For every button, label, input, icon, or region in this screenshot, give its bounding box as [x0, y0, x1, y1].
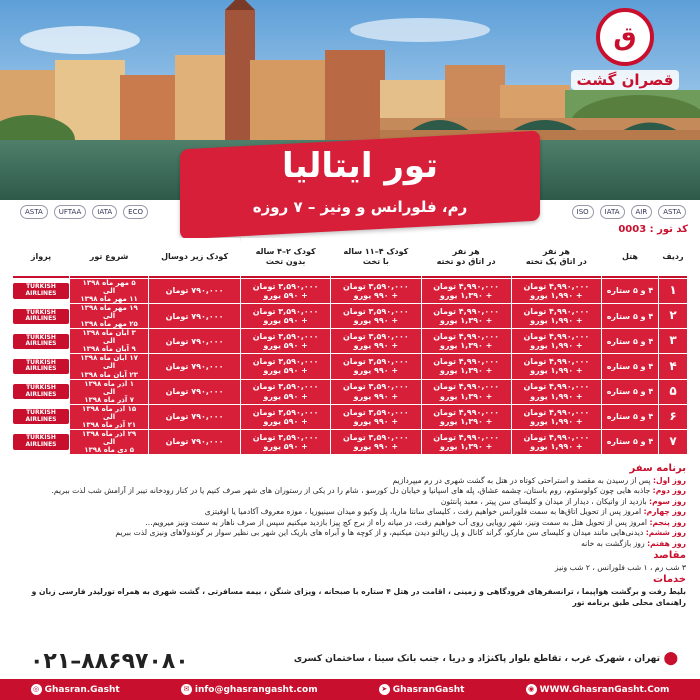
- row-number: ۳: [659, 329, 687, 353]
- asta-badge-right: ASTA: [658, 205, 686, 219]
- table-row: [13, 304, 687, 328]
- hotel-stars: ۴ و ۵ ستاره: [602, 354, 658, 378]
- telegram-icon: ➤: [379, 684, 390, 695]
- row-number: ۶: [659, 405, 687, 429]
- airline-logo: [13, 354, 69, 378]
- table-row: [13, 430, 687, 454]
- header-infant: کودک زیر دوسال: [149, 238, 240, 278]
- badges-right: [572, 205, 686, 219]
- row-number: ۵: [659, 380, 687, 404]
- airline-logo: [13, 405, 69, 429]
- price-infant: ۷۹۰,۰۰۰ تومان: [149, 329, 240, 353]
- price-infant: ۷۹۰,۰۰۰ تومان: [149, 279, 240, 303]
- email-icon: ✉: [181, 684, 192, 695]
- price-child-nobed: ۳,۵۹۰,۰۰۰ تومان + ۵۹۰ یورو: [241, 405, 330, 429]
- tour-dates: ۱۷ آبان ماه ۱۳۹۸ الی ۲۳ آبان ماه ۱۳۹۸: [70, 354, 148, 378]
- airline-logo: [13, 329, 69, 353]
- hotel-stars: ۴ و ۵ ستاره: [602, 405, 658, 429]
- program-day: [14, 539, 686, 549]
- header-single: هر نفر در اتاق یک تخته: [512, 238, 601, 278]
- header-hotel: هتل: [602, 238, 658, 278]
- social-telegram[interactable]: ➤ GhasranGasht: [379, 684, 465, 695]
- day-text: امروز پس از تحویل اتاق‌ها به سمت فلورانس خواهیم رفت ، کلیسای سانتا ماریا، پل وکیو و میدان سینیوریا ، موزه معروف آکادمیا یا اوفیتزی: [204, 507, 642, 517]
- tour-dates: ۱ آذر ماه ۱۳۹۸ الی ۷ آذر ماه ۱۳۹۸: [70, 380, 148, 404]
- header-child-bed: کودک ۴–۱۱ ساله با تخت: [331, 238, 420, 278]
- turkish-airlines-icon: TURKISH AIRLINES: [13, 309, 69, 324]
- turkish-airlines-icon: TURKISH AIRLINES: [13, 334, 69, 349]
- day-text: دیدنی‌هایی مانند میدان و کلیسای سن مارکو، گراند کانال و پل ریالتو دیدن میکنیم، و از کوچه ها و آبراه های باریک این شهر بی نظیر سوار بر گوندولاهای ونیزی لذت ببریم: [115, 528, 644, 538]
- tour-dates: ۲۹ آذر ماه ۱۳۹۸ الی ۵ دی ماه ۱۳۹۸: [70, 430, 148, 454]
- price-double: ۴,۹۹۰,۰۰۰ تومان + ۱,۳۹۰ یورو: [422, 279, 511, 303]
- price-double: ۴,۹۹۰,۰۰۰ تومان + ۱,۳۹۰ یورو: [422, 430, 511, 454]
- turkish-airlines-icon: TURKISH AIRLINES: [13, 434, 69, 449]
- price-child-nobed: ۳,۵۹۰,۰۰۰ تومان + ۵۹۰ یورو: [241, 304, 330, 328]
- address-text: تهران ، شهرک غرب ، تقاطع بلوار پاکنژاد و دریا ، جنب بانک سینا ، ساختمان کسری: [293, 654, 660, 664]
- air-badge: AIR: [631, 205, 653, 219]
- tour-dates: ۱۹ مهر ماه ۱۳۹۸ الی ۲۵ مهر ماه ۱۳۹۸: [70, 304, 148, 328]
- price-double: ۴,۹۹۰,۰۰۰ تومان + ۱,۳۹۰ یورو: [422, 354, 511, 378]
- price-single: ۴,۹۹۰,۰۰۰ تومان + ۱,۹۹۰ یورو: [512, 380, 601, 404]
- brand-name: قصران گشت: [571, 70, 680, 90]
- web-icon: ◉: [526, 684, 537, 695]
- logo-emblem-icon: ق: [596, 8, 654, 66]
- program-section: [14, 462, 686, 608]
- row-number: ۱: [659, 279, 687, 303]
- tour-code: کد تور : 0003: [618, 224, 688, 235]
- price-infant: ۷۹۰,۰۰۰ تومان: [149, 430, 240, 454]
- program-day: [14, 486, 686, 496]
- price-child-bed: ۳,۵۹۰,۰۰۰ تومان + ۹۹۰ یورو: [331, 304, 420, 328]
- airline-logo: [13, 380, 69, 404]
- program-title: برنامه سفر: [629, 463, 686, 474]
- header-child-nobed: کودک ۲–۴ ساله بدون تخت: [241, 238, 330, 278]
- price-child-bed: ۳,۵۹۰,۰۰۰ تومان + ۹۹۰ یورو: [331, 279, 420, 303]
- program-day: [14, 476, 686, 486]
- phone-number[interactable]: ۰۲۱–۸۸۶۹۷۰۸۰: [30, 649, 189, 674]
- price-double: ۴,۹۹۰,۰۰۰ تومان + ۱,۳۹۰ یورو: [422, 329, 511, 353]
- price-child-nobed: ۳,۵۹۰,۰۰۰ تومان + ۵۹۰ یورو: [241, 380, 330, 404]
- price-single: ۴,۹۹۰,۰۰۰ تومان + ۱,۹۹۰ یورو: [512, 304, 601, 328]
- airline-logo: [13, 430, 69, 454]
- day-text: پس از رسیدن به مقصد و استراحتی کوتاه در هتل به گشت شهری در رم میپردازیم: [392, 475, 651, 485]
- turkish-airlines-icon: TURKISH AIRLINES: [13, 283, 69, 298]
- tour-subtitle: رم، فلورانس و ونیز – ۷ روزه: [252, 198, 468, 216]
- price-single: ۴,۹۹۰,۰۰۰ تومان + ۱,۹۹۰ یورو: [512, 405, 601, 429]
- price-infant: ۷۹۰,۰۰۰ تومان: [149, 354, 240, 378]
- turkish-airlines-icon: TURKISH AIRLINES: [13, 384, 69, 399]
- iso-badge: ISO: [572, 205, 594, 219]
- social-bar: [0, 679, 700, 700]
- hotel-stars: ۴ و ۵ ستاره: [602, 430, 658, 454]
- price-child-nobed: ۳,۵۹۰,۰۰۰ تومان + ۵۹۰ یورو: [241, 430, 330, 454]
- table-row: [13, 279, 687, 303]
- asta-badge: ASTA: [20, 205, 48, 219]
- tour-title: تور ایتالیا: [282, 146, 438, 186]
- header-row-num: ردیف: [659, 238, 687, 278]
- brand-logo: [560, 8, 690, 98]
- turkish-airlines-icon: TURKISH AIRLINES: [13, 409, 69, 424]
- destinations-text: ۳ شب رم ، ۱ شب فلورانس ، ۲ شب ونیز: [554, 562, 686, 572]
- program-day: [14, 507, 686, 517]
- row-number: ۴: [659, 354, 687, 378]
- price-child-bed: ۳,۵۹۰,۰۰۰ تومان + ۹۹۰ یورو: [331, 430, 420, 454]
- price-infant: ۷۹۰,۰۰۰ تومان: [149, 405, 240, 429]
- day-label: روز چهارم:: [643, 507, 686, 517]
- table-body: [13, 279, 687, 454]
- table-row: [13, 354, 687, 378]
- day-label: روز دوم:: [652, 486, 686, 496]
- price-single: ۴,۹۹۰,۰۰۰ تومان + ۱,۹۹۰ یورو: [512, 354, 601, 378]
- row-number: ۲: [659, 304, 687, 328]
- price-child-nobed: ۳,۵۹۰,۰۰۰ تومان + ۵۹۰ یورو: [241, 354, 330, 378]
- price-child-bed: ۳,۵۹۰,۰۰۰ تومان + ۹۹۰ یورو: [331, 405, 420, 429]
- price-table: [12, 237, 688, 455]
- social-web[interactable]: ◉ WWW.GhasranGasht.Com: [526, 684, 670, 695]
- social-instagram[interactable]: ◎ Ghasran.Gasht: [31, 684, 120, 695]
- airline-logo: [13, 279, 69, 303]
- day-label: روز سوم:: [649, 496, 686, 506]
- iata-badge: IATA: [92, 205, 117, 219]
- table-row: [13, 380, 687, 404]
- day-text: امروز پس از تحویل هتل به سمت ونیز، شهر رویایی روی آب خواهیم رفت، در میانه راه از برج کج پیزا بازدید میکنیم سپس از صرف ناهار به سمت ونیز میرویم...: [145, 517, 648, 527]
- day-text: روز بازگشت به خانه: [581, 538, 645, 548]
- price-single: ۴,۹۹۰,۰۰۰ تومان + ۱,۹۹۰ یورو: [512, 329, 601, 353]
- price-double: ۴,۹۹۰,۰۰۰ تومان + ۱,۳۹۰ یورو: [422, 405, 511, 429]
- hotel-stars: ۴ و ۵ ستاره: [602, 380, 658, 404]
- tour-dates: ۵ مهر ماه ۱۳۹۸ الی ۱۱ مهر ماه ۱۳۹۸: [70, 279, 148, 303]
- price-double: ۴,۹۹۰,۰۰۰ تومان + ۱,۳۹۰ یورو: [422, 380, 511, 404]
- price-single: ۴,۹۹۰,۰۰۰ تومان + ۱,۹۹۰ یورو: [512, 279, 601, 303]
- day-label: روز هفتم:: [647, 538, 686, 548]
- program-day: [14, 497, 686, 507]
- day-label: روز پنجم:: [649, 517, 686, 527]
- uftaa-badge: UFTAA: [54, 205, 87, 219]
- price-child-bed: ۳,۵۹۰,۰۰۰ تومان + ۹۹۰ یورو: [331, 354, 420, 378]
- tour-dates: ۱۵ آذر ماه ۱۳۹۸ الی ۲۱ آذر ماه ۱۳۹۸: [70, 405, 148, 429]
- price-infant: ۷۹۰,۰۰۰ تومان: [149, 380, 240, 404]
- iata-badge-right: IATA: [600, 205, 625, 219]
- social-email[interactable]: ✉ info@ghasrangasht.com: [181, 684, 318, 695]
- hotel-stars: ۴ و ۵ ستاره: [602, 329, 658, 353]
- day-text: جاذبه هایی چون کولوسئوم، روم باستان، چشمه عشاق، پله های اسپانیا و خیابان دل کورسو ، شام را در یکی از رستوران های شهر صرف کنیم یا در کنار رودخانه تیبر از آرامش شب لذت ببریم.: [51, 486, 651, 496]
- destinations-title: مقاصد: [653, 550, 686, 562]
- table-row: [13, 405, 687, 429]
- header-dates: شروع تور: [70, 238, 148, 278]
- tour-dates: ۳ آبان ماه ۱۳۹۸ الی ۹ آبان ماه ۱۳۹۸: [70, 329, 148, 353]
- price-child-bed: ۳,۵۹۰,۰۰۰ تومان + ۹۹۰ یورو: [331, 380, 420, 404]
- price-child-nobed: ۳,۵۹۰,۰۰۰ تومان + ۵۹۰ یورو: [241, 329, 330, 353]
- hotel-stars: ۴ و ۵ ستاره: [602, 279, 658, 303]
- airline-logo: [13, 304, 69, 328]
- table-row: [13, 329, 687, 353]
- services-title: خدمات: [653, 574, 686, 586]
- program-day: [14, 518, 686, 528]
- program-day: [14, 528, 686, 538]
- price-double: ۴,۹۹۰,۰۰۰ تومان + ۱,۳۹۰ یورو: [422, 304, 511, 328]
- services-text: بلیط رفت و برگشت هواپیما ، ترانسفرهای فرودگاهی و زمینی ، اقامت در هتل ۴ ستاره با صبحانه ، ویزای شنگن ، بیمه مسافرتی ، گشت شهری به همراه تورلیدر فارسی زبان و راهنمای محلی طبق برنامه تور: [31, 587, 686, 607]
- header-double: هر نفر در اتاق دو تخته: [422, 238, 511, 278]
- turkish-airlines-icon: TURKISH AIRLINES: [13, 359, 69, 374]
- price-infant: ۷۹۰,۰۰۰ تومان: [149, 304, 240, 328]
- hotel-stars: ۴ و ۵ ستاره: [602, 304, 658, 328]
- price-child-nobed: ۳,۵۹۰,۰۰۰ تومان + ۵۹۰ یورو: [241, 279, 330, 303]
- header-airline: پرواز: [13, 238, 69, 278]
- program-days: [14, 476, 686, 549]
- day-label: روز اول:: [652, 475, 686, 485]
- price-single: ۴,۹۹۰,۰۰۰ تومان + ۱,۹۹۰ یورو: [512, 430, 601, 454]
- row-number: ۷: [659, 430, 687, 454]
- day-text: بازدید از واتیکان ، دیدار از میدان و کلیسای سن پیتر ، معبد پانتئون: [440, 496, 647, 506]
- day-label: روز ششم:: [645, 528, 686, 538]
- instagram-icon: ◎: [31, 684, 42, 695]
- table-header-row: [13, 238, 687, 278]
- badges-left: [20, 205, 148, 219]
- eco-badge: ECO: [123, 205, 148, 219]
- price-child-bed: ۳,۵۹۰,۰۰۰ تومان + ۹۹۰ یورو: [331, 329, 420, 353]
- location-pin-icon: ⬤: [663, 651, 678, 666]
